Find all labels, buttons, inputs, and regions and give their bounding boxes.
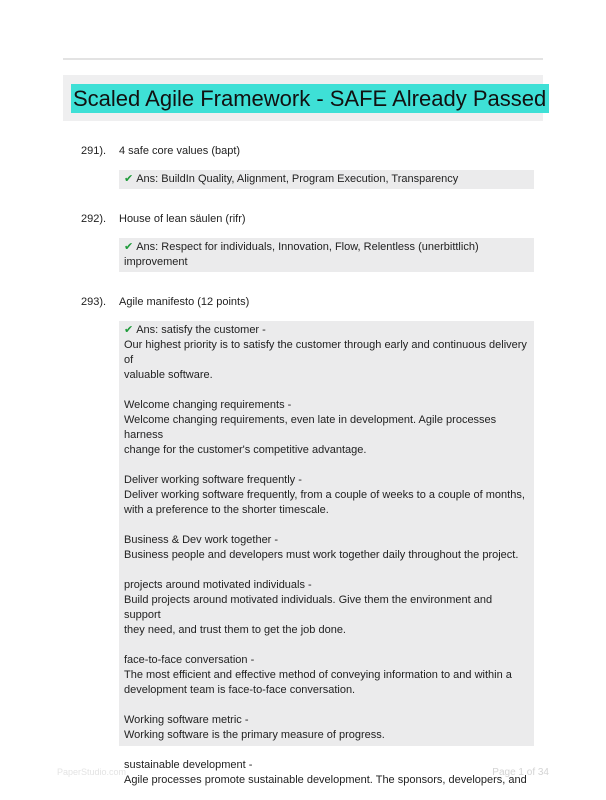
- answer-line: The most efficient and effective method of conveying information to and within a: [124, 669, 512, 681]
- answer-heading: sustainable development -: [124, 759, 253, 771]
- answer-line: they need, and trust them to get the job done.: [124, 624, 346, 636]
- answer-line: Deliver working software frequently, from a couple of weeks to a couple of months,: [124, 489, 525, 501]
- answer-line: Agile processes promote sustainable development. The sponsors, developers, and: [124, 774, 527, 786]
- footer-watermark: PaperStudio.com: [57, 767, 127, 777]
- answer-line: Business people and developers must work together daily throughout the project.: [124, 549, 519, 561]
- answer-line: change for the customer's competitive advantage.: [124, 444, 367, 456]
- answer-line: valuable software.: [124, 369, 213, 381]
- question-number: 292).: [81, 213, 107, 225]
- answer-line: Welcome changing requirements, even late in development. Agile processes harness: [124, 414, 497, 441]
- answer-line: Our highest priority is to satisfy the customer through early and continuous delivery of: [124, 339, 527, 366]
- answer-box: [119, 170, 534, 189]
- question-text: Agile manifesto (12 points): [119, 296, 250, 308]
- answer-heading: Deliver working software frequently -: [124, 474, 302, 486]
- question-text: House of lean säulen (rifr): [119, 213, 246, 225]
- answer-heading: Working software metric -: [124, 714, 249, 726]
- answer-line: Ans: BuildIn Quality, Alignment, Program Execution, Transparency: [136, 173, 459, 185]
- answer-heading: Business & Dev work together -: [124, 534, 279, 546]
- answer-line: improvement: [124, 256, 188, 268]
- answer-heading: projects around motivated individuals -: [124, 579, 312, 591]
- question-number: 291).: [81, 145, 107, 157]
- page-title: Scaled Agile Framework - SAFE Already Passed: [71, 84, 549, 113]
- answer-box: [119, 238, 534, 272]
- answer-line: Working software is the primary measure of progress.: [124, 729, 385, 741]
- answer-line: Build projects around motivated individuals. Give them the environment and support: [124, 594, 493, 621]
- check-icon: ✔: [124, 241, 134, 253]
- question-text: 4 safe core values (bapt): [119, 145, 241, 157]
- answer-line: Ans: Respect for individuals, Innovation, Flow, Relentless (unerbittlich): [136, 241, 479, 253]
- page-number: Page 1 of 34: [492, 767, 549, 778]
- check-icon: ✔: [124, 173, 134, 185]
- check-icon: ✔: [124, 324, 134, 336]
- answer-heading: Welcome changing requirements -: [124, 399, 292, 411]
- question-number: 293).: [81, 296, 107, 308]
- answer-line: with a preference to the shorter timescale.: [124, 504, 329, 516]
- answer-heading: Ans: satisfy the customer -: [136, 324, 266, 336]
- title-band: [63, 75, 547, 121]
- answer-line: development team is face-to-face conversation.: [124, 684, 356, 696]
- answer-heading: face-to-face conversation -: [124, 654, 255, 666]
- top-divider: [63, 58, 543, 60]
